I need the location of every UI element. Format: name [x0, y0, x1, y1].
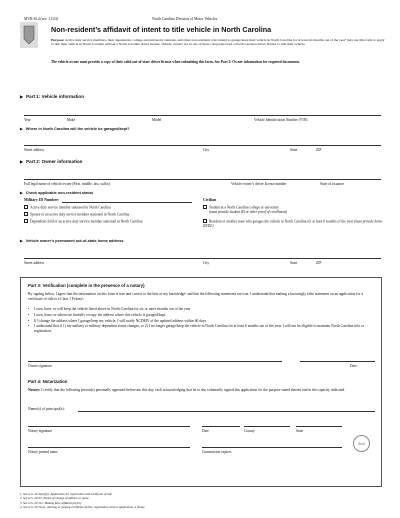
- principal-label: Name(s) of principal(s):: [28, 407, 65, 411]
- notary-printed-name-line[interactable]: [28, 447, 190, 448]
- option-student-label: Student at a North Carolina college or university: [209, 205, 279, 210]
- part3-heading: Part 3: Verification (complete in the presence of a notary): [28, 283, 145, 288]
- license-number-label: Vehicle owner’s driver license number: [231, 182, 287, 186]
- purpose-label: Purpose:: [51, 38, 65, 42]
- make-label: Make: [67, 118, 76, 122]
- status-question: [20, 191, 93, 195]
- purpose-text: Active duty service members, their dependents, college and university students, and other non-residents who intend to garage/keep their vehicle in North Carolina for at least six months out of the year¹ may use this form to apply to title their vehicle in North Carolina without a North Carolina driver license. Vehicle owners not in one of these categories need a North Carolina driver license to title their vehicle.: [51, 38, 385, 47]
- footnote-4: 4. See G.S. 20-71(a): Altering or forging certificate of title, registration card or application, a felony.: [20, 504, 146, 509]
- option-student[interactable]: [203, 205, 383, 214]
- notary-county-label: County: [244, 429, 255, 433]
- footnote-1: 1. See G.S. 20-52(a)(6): Application for registration and certificate of title: [20, 492, 113, 496]
- notary-signature-line[interactable]: [28, 426, 190, 427]
- home-address-line[interactable]: [24, 258, 381, 259]
- owner-info-line[interactable]: [24, 179, 381, 180]
- section-arrow-icon: ▶: [20, 159, 24, 164]
- section-arrow-icon: ▶: [20, 94, 24, 99]
- notary-state-label: State: [296, 429, 304, 433]
- garaged-address-line[interactable]: [24, 145, 381, 146]
- notary-printed-name-label: Notary printed name: [28, 450, 58, 454]
- home-state-label: State: [290, 261, 298, 265]
- checkbox[interactable]: [24, 212, 28, 216]
- notary-seal: Seal: [353, 435, 370, 452]
- owner-date-label: Date: [350, 364, 357, 368]
- vehicle-info-line[interactable]: [24, 115, 381, 116]
- logo-graphic: [22, 25, 36, 45]
- part3-bullets: [28, 307, 374, 335]
- zip-label: ZIP: [316, 148, 322, 152]
- option-dependent[interactable]: [24, 219, 144, 224]
- home-address-question: [20, 239, 123, 243]
- owner-signature-line[interactable]: [28, 361, 282, 362]
- principal-line[interactable]: [78, 411, 375, 412]
- owner-date-line[interactable]: [300, 361, 375, 362]
- year-label: Year: [24, 118, 31, 122]
- home-street-label: Street address: [24, 261, 45, 265]
- option-active-duty-label: Active duty service member stationed in North Carolina: [30, 205, 111, 210]
- commission-expires-label: Commission expires: [202, 450, 232, 454]
- part1-heading: [20, 94, 84, 99]
- option-resident-label: Resident of another state who garages the vehicle in North Carolina for at least 6 months of the year: [209, 219, 353, 224]
- option-resident[interactable]: [203, 219, 383, 228]
- license-notice: The vehicle owner must provide a copy of their valid out-of-state driver license when submitting this form. See Part 2: Owner information for required documents.: [51, 60, 301, 64]
- page-title: Non-resident’s affidavit of intent to title vehicle in North Carolina: [51, 25, 272, 34]
- form-id: MVR-614 (rev. 11/23): [24, 17, 59, 21]
- option-dependent-label: Dependent child of an active duty service member stationed in North Carolina: [30, 219, 143, 224]
- notary-date-label: Date: [202, 429, 209, 433]
- home-address-question-text: Vehicle owner’s permanent out-of-state home address: [25, 239, 124, 243]
- part1-heading-text: Part 1: Vehicle information: [26, 94, 85, 99]
- state-label: State: [290, 148, 298, 152]
- city-label: City: [203, 148, 210, 152]
- military-heading: Military ID Number:: [24, 198, 60, 202]
- notary-text: I certify that the following person(s) personally appeared before me this day, each acknowledging that he or she voluntarily signed this application for the purpose stated therein and in the capacity indicated.: [41, 388, 346, 392]
- garaged-question: [20, 127, 130, 131]
- state-issuance-label: State of issuance: [320, 182, 345, 186]
- notary-date-line[interactable]: [202, 426, 240, 427]
- ncdmv-logo: [20, 22, 38, 48]
- option-spouse[interactable]: [24, 212, 204, 217]
- option-student-note: (must provide student ID or other proof of enrollment): [209, 209, 288, 214]
- civilian-heading: Civilian: [203, 198, 217, 202]
- footnote-3: 3. See G.S. 20-112: Making false affidavit perjury: [20, 500, 82, 505]
- option-active-duty[interactable]: [24, 205, 204, 210]
- checkbox[interactable]: [24, 205, 28, 209]
- question-arrow-icon: ▶: [20, 191, 23, 195]
- notary-label: Notary:: [28, 388, 41, 392]
- vin-label: Vehicle Identification Number (VIN): [254, 118, 308, 122]
- commission-expires-line[interactable]: [202, 447, 342, 448]
- garaged-question-text: Where in North Carolina will the vehicle be garaged/kept?: [25, 127, 130, 131]
- part2-heading: [20, 159, 83, 164]
- footnotes: [20, 492, 380, 509]
- footnote-2: 2. See G.S. 20-67: Notice of change of address or name: [20, 496, 89, 501]
- status-question-text: Check applicable non-resident status: [25, 191, 94, 195]
- bullet-keep-vehicle: • I own, have, or will keep the vehicle listed above in North Carolina for six or more months out of the year.: [28, 307, 374, 312]
- checkbox[interactable]: [203, 219, 207, 223]
- notary-county-line[interactable]: [244, 426, 290, 427]
- part3-intro: By signing below, I agree that the information on this form is true and correct to the best of my knowledge² and that the following statements are true. I understand that making a knowingly false statement on an application for a certificate of title is a Class 1 Felony³.: [28, 292, 364, 301]
- owner-name-label: Full legal name of vehicle owner (First, middle, last, suffix): [24, 182, 110, 186]
- notary-signature-label: Notary signature: [28, 429, 53, 433]
- notary-paragraph: [28, 388, 376, 393]
- home-city-label: City: [203, 261, 210, 265]
- owner-signature-label: Owner signature: [28, 364, 52, 368]
- bullet-occupy-address: • I own, lease, or otherwise lawfully occupy the address where this vehicle is garaged/kept.: [28, 313, 374, 318]
- home-zip-label: ZIP: [316, 261, 322, 265]
- question-arrow-icon: ▶: [20, 239, 23, 243]
- purpose-paragraph: [51, 38, 385, 46]
- bullet-eligibility: • I understand that if 1) my military or military dependent status changes, or 2) I no longer garage/keep the vehicle in North Carolina for at least 6 months out of the year, I will not be eligible to maintain North Carolina title or registration.: [28, 324, 374, 333]
- model-label: Model: [152, 118, 162, 122]
- part2-heading-text: Part 2: Owner information: [26, 159, 83, 164]
- military-id-line[interactable]: [62, 202, 192, 203]
- part4-heading: Part 4: Notarization: [28, 379, 68, 384]
- street-address-label: Street address: [24, 148, 45, 152]
- question-arrow-icon: ▶: [20, 127, 23, 131]
- agency-name: North Carolina Division of Motor Vehicles: [152, 17, 218, 21]
- option-spouse-label: Spouse of an active duty service member stationed in North Carolina: [30, 212, 130, 217]
- bullet-notify-address: • If I change the address where I garage/keep my vehicle, I will notify NCDMV of the updated address within 60 days.: [28, 319, 374, 324]
- checkbox[interactable]: [203, 205, 207, 209]
- option-resident-note: (must provide home ID/DL): [203, 219, 383, 228]
- notary-state-line[interactable]: [296, 426, 342, 427]
- checkbox[interactable]: [24, 219, 28, 223]
